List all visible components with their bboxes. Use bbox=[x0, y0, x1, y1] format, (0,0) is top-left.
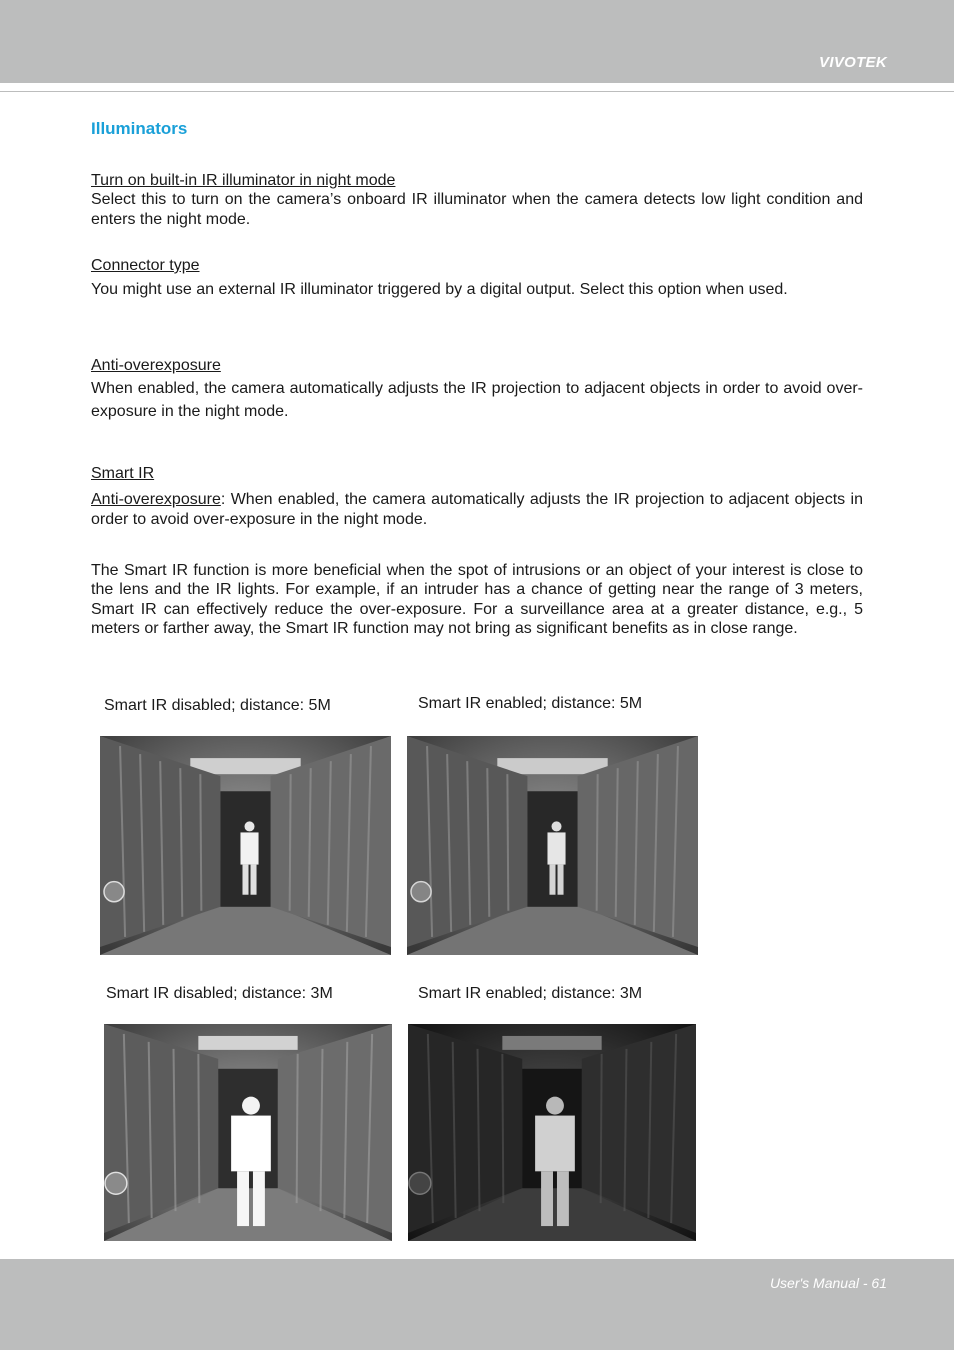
subheading-ir-night-mode: Turn on built-in IR illuminator in night mode bbox=[91, 172, 396, 189]
subheading-connector-type: Connector type bbox=[91, 257, 200, 274]
figure-caption: Smart IR disabled; distance: 3M bbox=[106, 985, 333, 1002]
figure-photo-enabled-3m bbox=[408, 1024, 696, 1241]
figure-caption: Smart IR enabled; distance: 5M bbox=[418, 695, 643, 712]
paragraph-anti-overexposure: When enabled, the camera automatically adjusts the IR projection to adjacent objects in order to avoid over-exposure in the night mode. bbox=[91, 380, 863, 420]
paragraph-ir-night-mode: Select this to turn on the camera’s onboard IR illuminator when the camera detects low light condition and enters the night mode. bbox=[91, 191, 863, 228]
paragraph-smart-ir bbox=[91, 490, 863, 530]
page-number: User's Manual - 61 bbox=[769, 1275, 887, 1291]
paragraph-connector-type: You might use an external IR illuminator triggered by a digital output. Select this option when used. bbox=[91, 281, 788, 298]
subheading-anti-overexposure: Anti-overexposure bbox=[91, 357, 221, 374]
figure-photo-disabled-3m bbox=[104, 1024, 392, 1241]
header-band bbox=[0, 0, 954, 83]
section-title: Illuminators bbox=[91, 119, 188, 138]
figure-photo-enabled-5m bbox=[407, 736, 698, 955]
header-divider bbox=[0, 91, 954, 92]
inline-term-anti-overexposure: Anti-overexposure bbox=[91, 491, 221, 508]
paragraph-smart-ir-note: The Smart IR function is more beneficial when the spot of intrusions or an object of your interest is close to the lens and the IR lights. For example, if an intruder has a chance of getting near the range of 3 meters, Smart IR can effectively reduce the over-exposure. For a surveillance area at a greater distance, e.g., 5 meters or farther away, the Smart IR function may not bring as significant benefits as in close range. bbox=[91, 562, 863, 637]
inline-body: : When enabled, the camera automatically adjusts the IR projection to adjacent objects in order to avoid over-exposure in the night mode. bbox=[91, 491, 863, 528]
figure-caption: Smart IR disabled; distance: 5M bbox=[104, 697, 331, 714]
figure-caption: Smart IR enabled; distance: 3M bbox=[418, 985, 643, 1002]
subheading-smart-ir: Smart IR bbox=[91, 465, 155, 482]
figure-photo-disabled-5m bbox=[100, 736, 391, 955]
footer-band bbox=[0, 1259, 954, 1350]
brand-logo: VIVOTEK bbox=[819, 54, 887, 71]
